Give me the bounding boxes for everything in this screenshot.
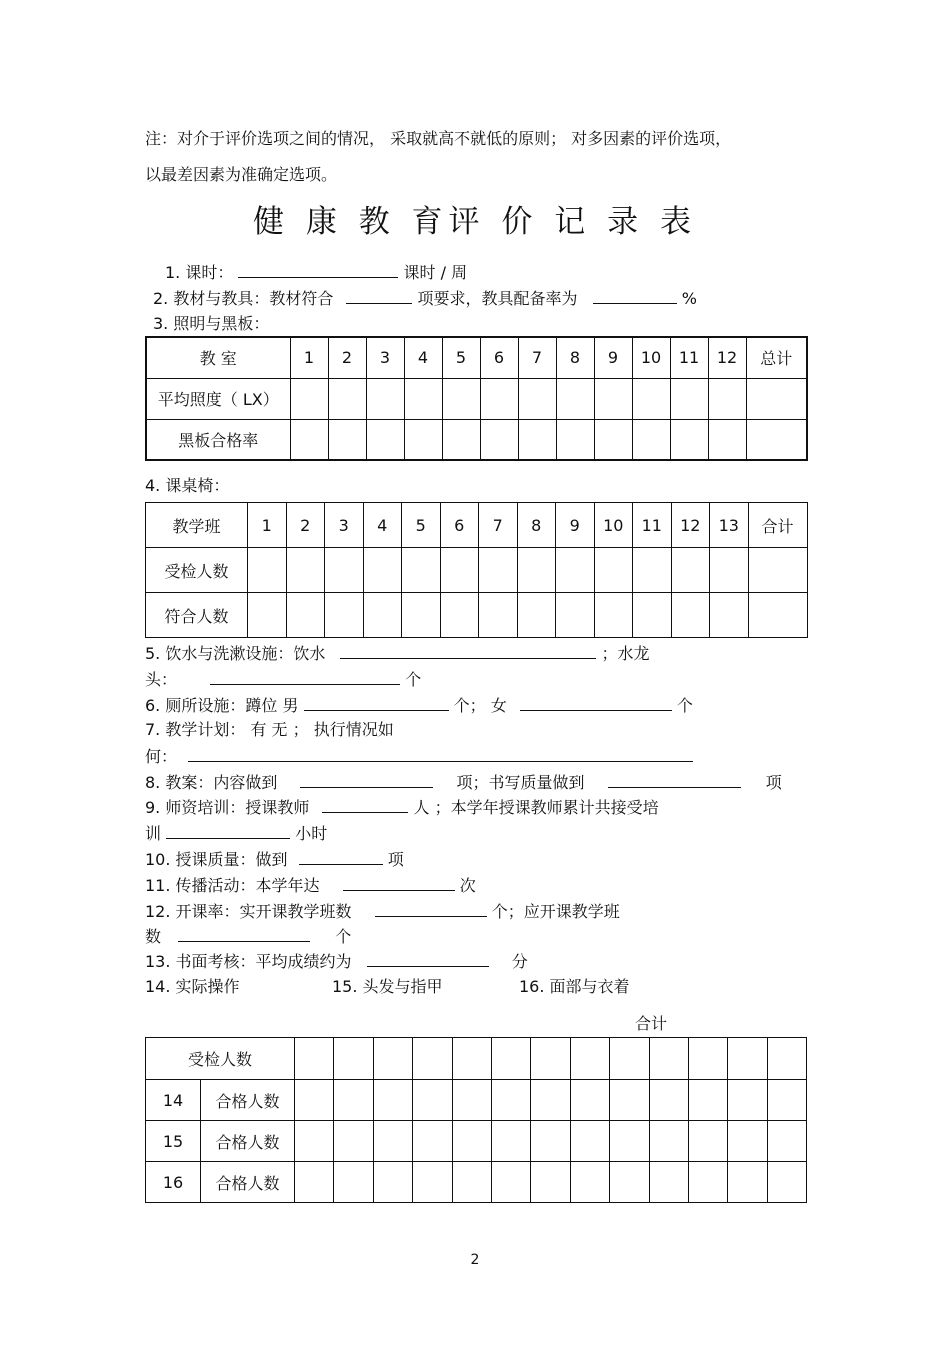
- table-cell[interactable]: [767, 1121, 806, 1162]
- table-cell[interactable]: [366, 378, 404, 419]
- item-14-label: 14. 实际操作: [145, 977, 240, 996]
- table-row: [146, 593, 808, 638]
- table-cell[interactable]: [290, 419, 328, 460]
- table-cell[interactable]: [671, 548, 710, 593]
- activities-count-field[interactable]: [343, 875, 455, 891]
- table-cell[interactable]: [248, 548, 287, 593]
- table-cell[interactable]: [452, 1038, 491, 1080]
- item-13-label: 13. 书面考核：平均成绩约为: [145, 952, 352, 971]
- lighting-col: 9: [594, 337, 632, 378]
- desks-col: 5: [402, 503, 441, 548]
- table-row: [146, 1121, 807, 1162]
- table-cell[interactable]: [708, 419, 746, 460]
- lighting-header-row: [146, 337, 807, 378]
- item-7-cont-label: 何：: [145, 747, 178, 766]
- table-cell[interactable]: [286, 548, 325, 593]
- table-cell[interactable]: [531, 1162, 570, 1203]
- table-cell[interactable]: [610, 1080, 649, 1121]
- lighting-col: 2: [328, 337, 366, 378]
- item-5-label: 5. 饮水与洗漱设施：饮水: [145, 644, 326, 663]
- desks-header-row: [146, 503, 808, 548]
- item-11: [145, 875, 476, 896]
- desks-table: [145, 502, 808, 638]
- item-8: [145, 772, 782, 793]
- table-cell[interactable]: [556, 419, 594, 460]
- table-cell[interactable]: [517, 548, 556, 593]
- table-cell[interactable]: [295, 1162, 334, 1203]
- item-11-unit: 次: [459, 876, 476, 895]
- table-cell[interactable]: [413, 1162, 452, 1203]
- note-line-1: 注：对介于评价选项之间的情况， 采取就高不就低的原则； 对多因素的评价选项，: [145, 129, 732, 148]
- desks-col: 9: [556, 503, 595, 548]
- item-1-label: 1. 课时：: [165, 263, 234, 282]
- table-cell[interactable]: [325, 548, 364, 593]
- table-row: [146, 378, 807, 419]
- table-cell[interactable]: [363, 593, 402, 638]
- item-9-cont-label: 训: [145, 824, 162, 843]
- table-cell[interactable]: [746, 378, 807, 419]
- table-cell[interactable]: [531, 1080, 570, 1121]
- item-9-label: 9. 师资培训：授课教师: [145, 798, 310, 817]
- item-5-unit: 个: [405, 670, 422, 689]
- item-9-unit: 小时: [295, 824, 328, 843]
- table-cell[interactable]: [746, 419, 807, 460]
- item-12-cont-label: 数: [145, 927, 162, 946]
- item-2-unit: %: [681, 289, 697, 308]
- table-cell[interactable]: [767, 1038, 806, 1080]
- item-6: [145, 695, 693, 716]
- table-cell[interactable]: [404, 419, 442, 460]
- desks-total-col: 合计: [748, 503, 807, 548]
- table-cell[interactable]: [334, 1162, 373, 1203]
- item-15-label: 15. 头发与指甲: [332, 977, 443, 996]
- desks-col: 3: [325, 503, 364, 548]
- lighting-col: 11: [670, 337, 708, 378]
- table-row: [146, 419, 807, 460]
- table-cell[interactable]: [633, 593, 672, 638]
- table-cell[interactable]: [649, 1080, 688, 1121]
- drinking-water-field[interactable]: [340, 643, 596, 659]
- actual-classes-field[interactable]: [375, 901, 487, 917]
- table-cell[interactable]: [649, 1038, 688, 1080]
- teaching-quality-field[interactable]: [299, 849, 383, 865]
- table-cell[interactable]: [531, 1121, 570, 1162]
- lighting-col: 5: [442, 337, 480, 378]
- table-cell[interactable]: [295, 1080, 334, 1121]
- item-10-unit: 项: [387, 850, 404, 869]
- table-cell[interactable]: [728, 1080, 767, 1121]
- table-cell[interactable]: [748, 593, 807, 638]
- item-8-mid: 项；书写质量做到: [456, 773, 585, 792]
- table-cell[interactable]: [518, 419, 556, 460]
- table-cell[interactable]: [334, 1121, 373, 1162]
- item-6-mid: 个； 女: [453, 696, 507, 715]
- hygiene-table: [145, 1037, 807, 1203]
- row-label-blackboard: 黑板合格率: [146, 419, 290, 460]
- row-number: 15: [146, 1121, 201, 1162]
- table-cell[interactable]: [413, 1080, 452, 1121]
- table-cell[interactable]: [479, 548, 518, 593]
- item-5: [145, 643, 650, 664]
- item-12-label: 12. 开课率：实开课教学班数: [145, 902, 352, 921]
- table-cell[interactable]: [728, 1162, 767, 1203]
- item-1-unit: 课时 / 周: [403, 263, 468, 282]
- table-cell[interactable]: [328, 378, 366, 419]
- table-cell[interactable]: [556, 593, 595, 638]
- table-cell[interactable]: [767, 1080, 806, 1121]
- inspected-header: 受检人数: [146, 1038, 295, 1080]
- item-12: [145, 901, 620, 922]
- table-cell[interactable]: [688, 1121, 727, 1162]
- lighting-col: 3: [366, 337, 404, 378]
- row-number: 16: [146, 1162, 201, 1203]
- table-cell[interactable]: [531, 1038, 570, 1080]
- row-label-qualified: 合格人数: [201, 1162, 295, 1203]
- desks-col: 8: [517, 503, 556, 548]
- lighting-col: 10: [632, 337, 670, 378]
- table-cell[interactable]: [728, 1121, 767, 1162]
- item-10: [145, 849, 404, 870]
- table-cell[interactable]: [671, 593, 710, 638]
- item-6-unit: 个: [676, 696, 693, 715]
- total-label: 合计: [635, 1014, 668, 1033]
- item-4-label: 4. 课桌椅：: [145, 476, 230, 495]
- item-2-label: 2. 教材与教具：教材符合: [153, 289, 334, 308]
- table-cell[interactable]: [413, 1121, 452, 1162]
- table-cell[interactable]: [404, 378, 442, 419]
- table-cell[interactable]: [480, 378, 518, 419]
- table-cell[interactable]: [517, 593, 556, 638]
- table-cell[interactable]: [295, 1121, 334, 1162]
- page-number: 2: [470, 1252, 480, 1268]
- table-cell[interactable]: [480, 419, 518, 460]
- lighting-table: [145, 336, 808, 461]
- average-score-field[interactable]: [367, 951, 489, 967]
- item-8-unit: 项: [765, 773, 782, 792]
- item-5-cont-label: 头：: [145, 670, 178, 689]
- item-13-unit: 分: [511, 952, 528, 971]
- table-cell[interactable]: [248, 593, 287, 638]
- table-cell[interactable]: [594, 378, 632, 419]
- toilet-male-field[interactable]: [304, 695, 449, 711]
- table-cell[interactable]: [373, 1121, 412, 1162]
- item-16-label: 16. 面部与衣着: [519, 977, 630, 996]
- table-cell[interactable]: [491, 1162, 530, 1203]
- classroom-header: 教 室: [146, 337, 290, 378]
- page-title: 健 康 教 育评 价 记 录 表: [253, 204, 697, 240]
- teachers-count-field[interactable]: [322, 797, 408, 813]
- toilet-female-field[interactable]: [520, 695, 672, 711]
- desks-col: 10: [594, 503, 633, 548]
- table-cell[interactable]: [442, 378, 480, 419]
- table-cell[interactable]: [334, 1080, 373, 1121]
- table-cell[interactable]: [594, 593, 633, 638]
- table-cell[interactable]: [610, 1162, 649, 1203]
- table-cell[interactable]: [610, 1038, 649, 1080]
- item-9-mid: 人 ；本学年授课教师累计共接受培: [413, 798, 659, 817]
- table-cell[interactable]: [402, 548, 441, 593]
- table-cell[interactable]: [452, 1080, 491, 1121]
- item-2-mid: 项要求，教具配备率为: [417, 289, 578, 308]
- table-cell[interactable]: [570, 1121, 609, 1162]
- table-cell[interactable]: [442, 419, 480, 460]
- table-cell[interactable]: [632, 419, 670, 460]
- desks-col: 4: [363, 503, 402, 548]
- item-2: [153, 288, 697, 309]
- writing-quality-field[interactable]: [608, 772, 741, 788]
- table-cell[interactable]: [670, 419, 708, 460]
- desks-col: 7: [479, 503, 518, 548]
- table-cell[interactable]: [632, 378, 670, 419]
- table-cell[interactable]: [491, 1038, 530, 1080]
- table-cell[interactable]: [491, 1080, 530, 1121]
- item-8-label: 8. 教案：内容做到: [145, 773, 278, 792]
- item-7-label: 7. 教学计划： 有 无 ； 执行情况如: [145, 720, 394, 739]
- table-row: [146, 548, 808, 593]
- row-label-qualified: 合格人数: [201, 1121, 295, 1162]
- table-cell[interactable]: [594, 419, 632, 460]
- table-cell[interactable]: [688, 1038, 727, 1080]
- lighting-col: 1: [290, 337, 328, 378]
- table-cell[interactable]: [670, 378, 708, 419]
- table-cell[interactable]: [366, 419, 404, 460]
- table-cell[interactable]: [491, 1121, 530, 1162]
- table-cell[interactable]: [286, 593, 325, 638]
- item-6-label: 6. 厕所设施：蹲位 男: [145, 696, 299, 715]
- table-cell[interactable]: [440, 593, 479, 638]
- table-cell[interactable]: [570, 1162, 609, 1203]
- table-cell[interactable]: [328, 419, 366, 460]
- table-cell[interactable]: [325, 593, 364, 638]
- lighting-col: 8: [556, 337, 594, 378]
- table-cell[interactable]: [556, 378, 594, 419]
- table-cell[interactable]: [633, 548, 672, 593]
- item-12-unit: 个: [335, 927, 352, 946]
- lighting-col: 12: [708, 337, 746, 378]
- textbook-items-field[interactable]: [346, 288, 412, 304]
- table-cell[interactable]: [479, 593, 518, 638]
- table-cell[interactable]: [452, 1162, 491, 1203]
- item-5-cont: [145, 669, 421, 690]
- table-cell[interactable]: [363, 548, 402, 593]
- table-row: [146, 1080, 807, 1121]
- training-hours-field[interactable]: [166, 823, 290, 839]
- table-cell[interactable]: [748, 548, 807, 593]
- table-cell[interactable]: [452, 1121, 491, 1162]
- lighting-col: 7: [518, 337, 556, 378]
- table-cell[interactable]: [402, 593, 441, 638]
- row-label-illuminance: 平均照度（ LX）: [146, 378, 290, 419]
- row-label-compliant: 符合人数: [146, 593, 248, 638]
- table-cell[interactable]: [708, 378, 746, 419]
- table-cell[interactable]: [710, 593, 749, 638]
- table-cell[interactable]: [710, 548, 749, 593]
- lighting-col: 6: [480, 337, 518, 378]
- item-10-label: 10. 授课质量：做到: [145, 850, 288, 869]
- desks-col: 13: [710, 503, 749, 548]
- table-cell[interactable]: [610, 1121, 649, 1162]
- table-cell[interactable]: [290, 378, 328, 419]
- table-cell[interactable]: [334, 1038, 373, 1080]
- table-row: [146, 1038, 807, 1080]
- item-12-cont: [145, 926, 351, 947]
- table-cell[interactable]: [556, 548, 595, 593]
- table-cell[interactable]: [570, 1080, 609, 1121]
- item-3-label: 3. 照明与黑板：: [153, 314, 270, 333]
- table-cell[interactable]: [295, 1038, 334, 1080]
- item-9-cont: [145, 823, 327, 844]
- table-cell[interactable]: [728, 1038, 767, 1080]
- table-cell[interactable]: [570, 1038, 609, 1080]
- desks-col: 6: [440, 503, 479, 548]
- item-5-mid: ；水龙: [601, 644, 650, 663]
- row-label-inspected: 受检人数: [146, 548, 248, 593]
- class-hours-field[interactable]: [238, 262, 398, 278]
- desks-col: 12: [671, 503, 710, 548]
- lighting-col: 4: [404, 337, 442, 378]
- table-row: [146, 1162, 807, 1203]
- item-1: [165, 262, 467, 283]
- table-cell[interactable]: [373, 1080, 412, 1121]
- table-cell[interactable]: [649, 1121, 688, 1162]
- table-cell[interactable]: [767, 1162, 806, 1203]
- row-number: 14: [146, 1080, 201, 1121]
- note-line-2: 以最差因素为准确定选项。: [145, 165, 338, 184]
- item-12-mid: 个；应开课教学班: [491, 902, 620, 921]
- table-cell[interactable]: [649, 1162, 688, 1203]
- item-11-label: 11. 传播活动：本学年达: [145, 876, 320, 895]
- row-label-qualified: 合格人数: [201, 1080, 295, 1121]
- table-cell[interactable]: [594, 548, 633, 593]
- table-cell[interactable]: [373, 1038, 412, 1080]
- desks-col: 2: [286, 503, 325, 548]
- table-cell[interactable]: [688, 1080, 727, 1121]
- item-13: [145, 951, 528, 972]
- required-classes-field[interactable]: [178, 926, 310, 942]
- table-cell[interactable]: [373, 1162, 412, 1203]
- desks-col: 1: [248, 503, 287, 548]
- item-7-cont: [145, 746, 693, 767]
- desks-col: 11: [633, 503, 672, 548]
- lesson-content-field[interactable]: [300, 772, 433, 788]
- table-cell[interactable]: [413, 1038, 452, 1080]
- table-cell[interactable]: [688, 1162, 727, 1203]
- lighting-total-col: 总计: [746, 337, 807, 378]
- class-header: 教学班: [146, 503, 248, 548]
- equipment-rate-field[interactable]: [593, 288, 677, 304]
- plan-execution-field[interactable]: [188, 746, 693, 762]
- faucet-count-field[interactable]: [210, 669, 400, 685]
- item-9: [145, 797, 659, 818]
- table-cell[interactable]: [440, 548, 479, 593]
- table-cell[interactable]: [518, 378, 556, 419]
